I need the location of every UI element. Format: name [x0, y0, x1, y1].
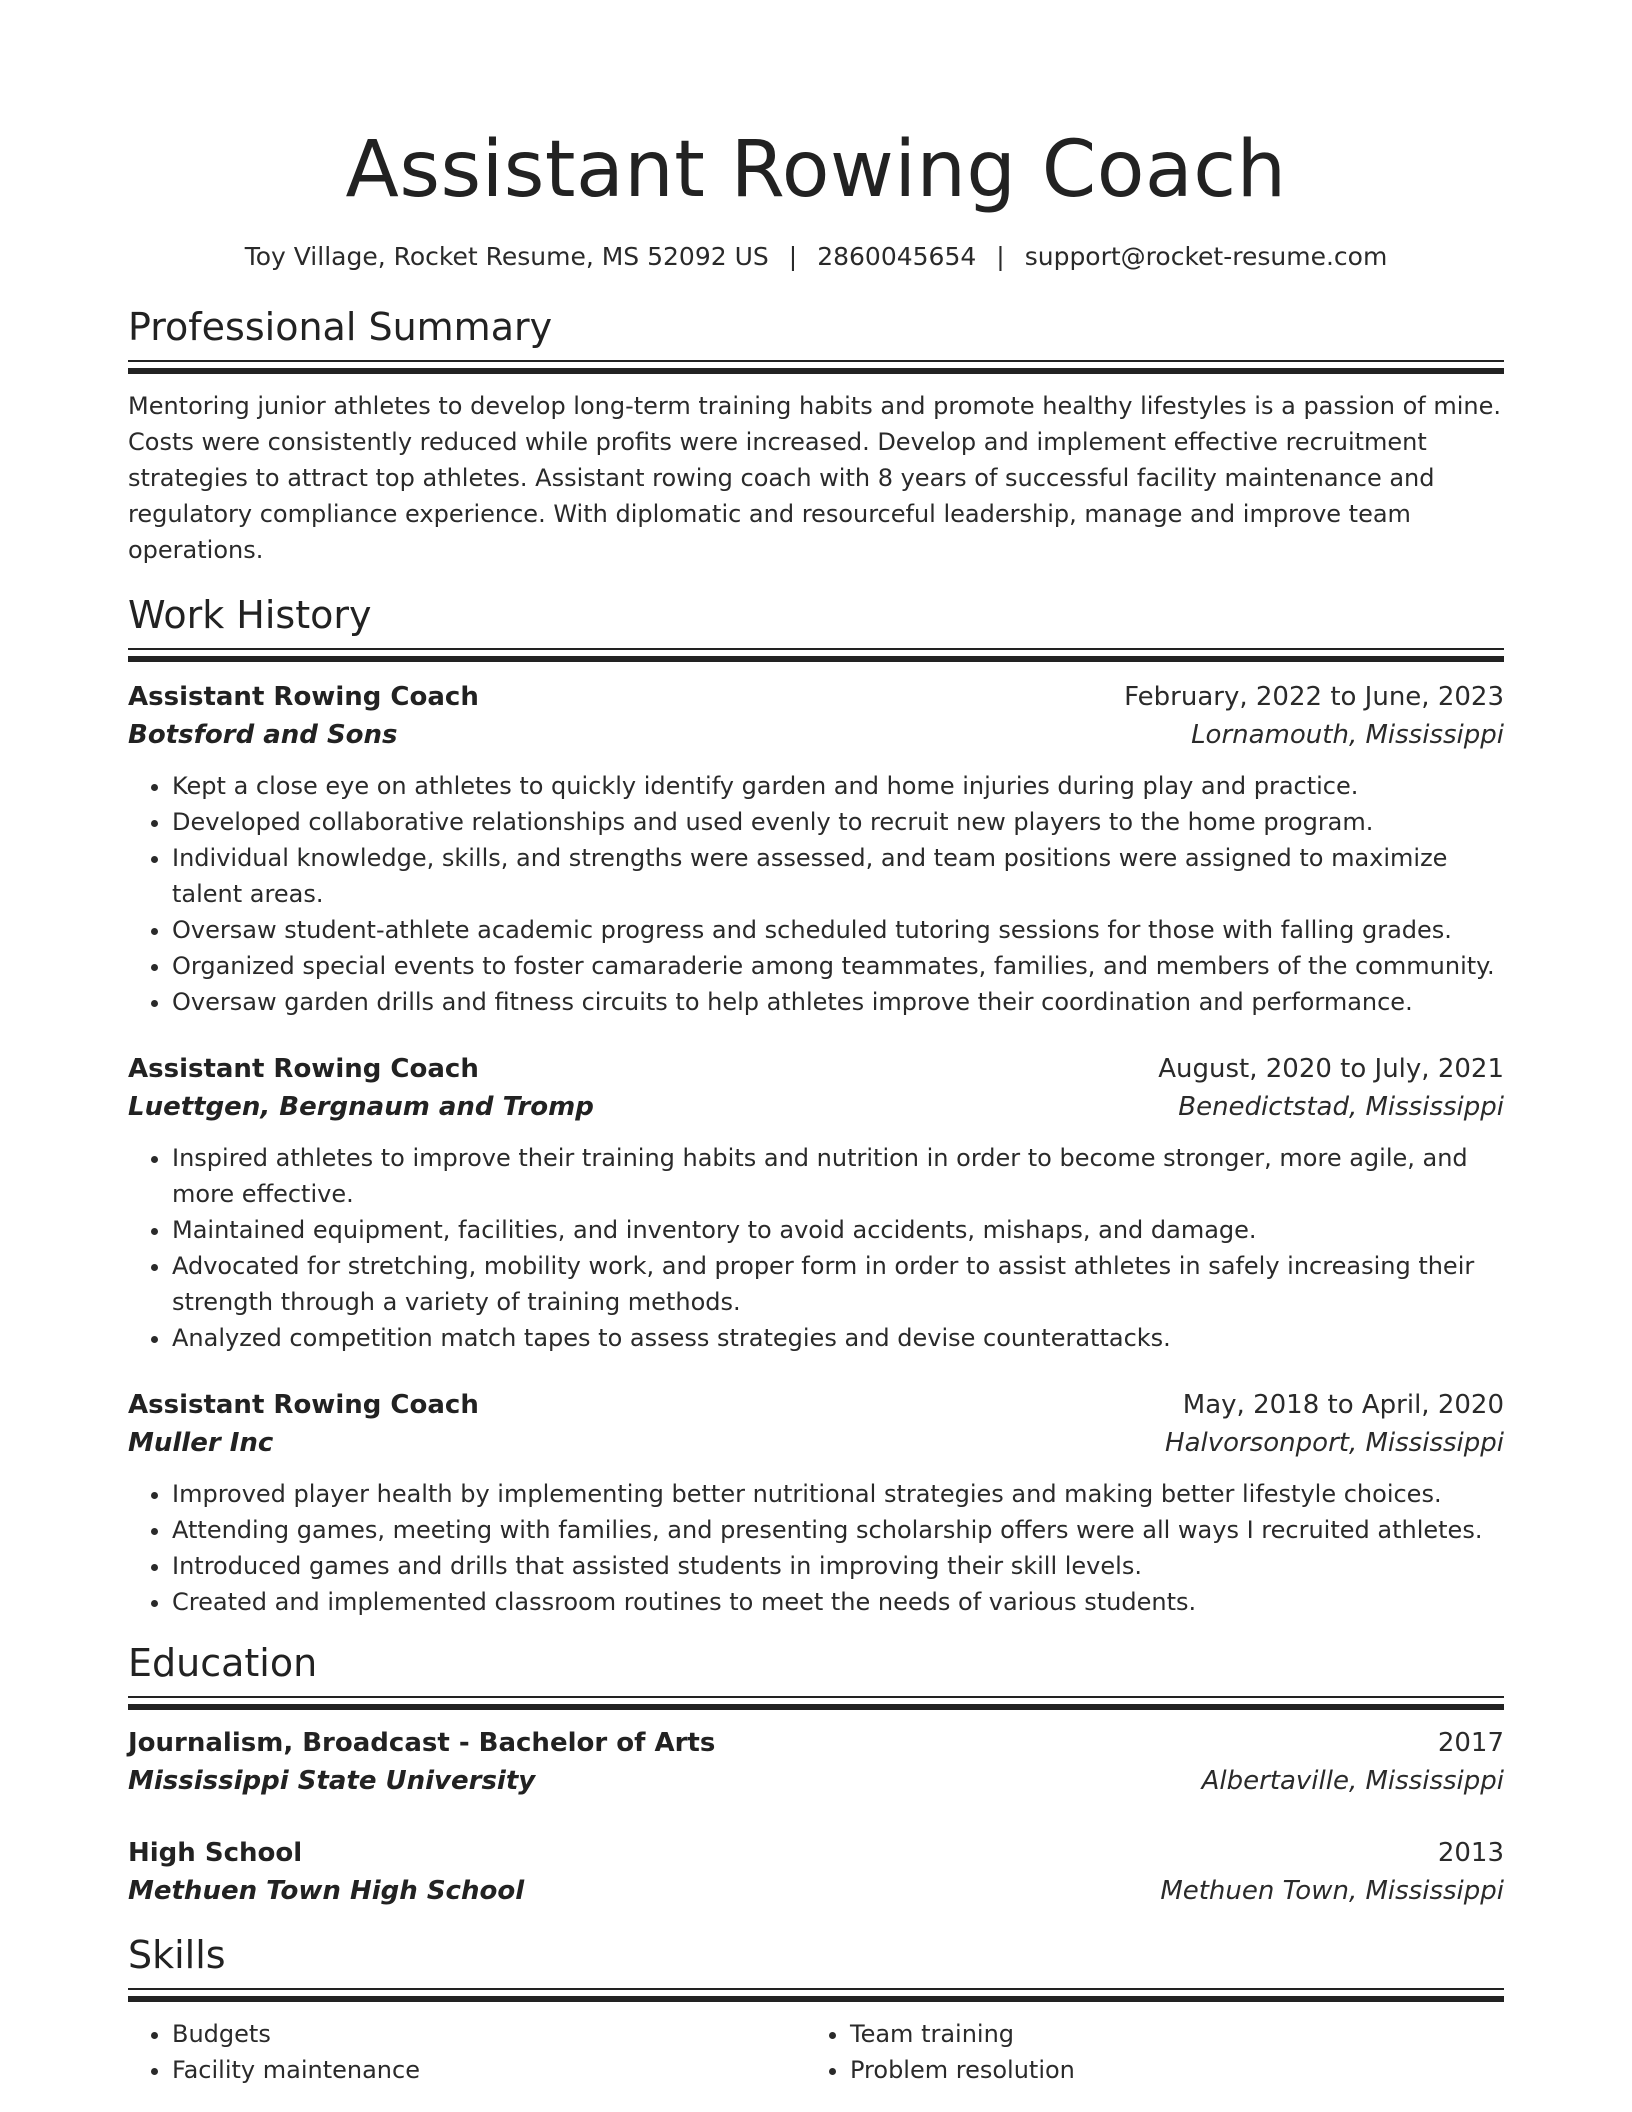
list-item: • Individual knowledge, skills, and strengths were assessed, and team positions were assigned to maximize talent areas. — [172, 840, 1504, 912]
education-school: Methuen Town High School — [128, 1876, 525, 1906]
education-entry — [128, 1834, 1504, 1910]
job-bullets — [128, 768, 1504, 1020]
job-location: Halvorsonport, Mississippi — [1165, 1428, 1504, 1458]
summary-text: Mentoring junior athletes to develop long-term training habits and promote healthy lifestyles is a passion of mine. Costs were consistently reduced while profits were increased. Develop and implement effective recruitment strategies to attract top athletes. Assistant rowing coach with 8 years of successful facility maintenance and regulatory compliance experience. With diplomatic and resourceful leadership, manage and improve team operations. — [128, 392, 1501, 564]
list-item: • Organized special events to foster camaraderie among teammates, families, and members of the community. — [172, 948, 1504, 984]
education-year: 2013 — [1437, 1838, 1504, 1868]
education-section — [128, 1638, 1504, 1910]
work-section — [128, 590, 1504, 1620]
job-location: Benedictstad, Mississippi — [1178, 1092, 1504, 1122]
job-location: Lornamouth, Mississippi — [1191, 720, 1504, 750]
job-bullets — [128, 1476, 1504, 1620]
resume-page — [128, 0, 1504, 2088]
list-item: • Inspired athletes to improve their training habits and nutrition in order to become stronger, more agile, and more effective. — [172, 1140, 1504, 1212]
skills-grid — [128, 2016, 1504, 2088]
list-item: • Maintained equipment, facilities, and inventory to avoid accidents, mishaps, and damage. — [172, 1212, 1504, 1248]
contact-email: support@rocket-resume.com — [1024, 242, 1388, 271]
section-divider — [128, 360, 1504, 374]
contact-separator: | — [996, 242, 1005, 271]
summary-section — [128, 302, 1504, 568]
section-title-summary: Professional Summary — [128, 305, 553, 349]
job-title: Assistant Rowing Coach — [128, 1390, 479, 1420]
job-company: Luettgen, Bergnaum and Tromp — [128, 1092, 594, 1122]
list-item: • Analyzed competition match tapes to assess strategies and devise counterattacks. — [172, 1320, 1504, 1356]
section-title-education: Education — [128, 1641, 318, 1685]
skill-item: • Budgets — [172, 2016, 806, 2052]
section-title-skills: Skills — [128, 1933, 226, 1977]
list-item: • Introduced games and drills that assisted students in improving their skill levels. — [172, 1548, 1504, 1584]
list-item: • Created and implemented classroom routines to meet the needs of various students. — [172, 1584, 1504, 1620]
skill-item: • Team training — [850, 2016, 1484, 2052]
job-entry — [128, 1050, 1504, 1356]
job-entry — [128, 678, 1504, 1020]
section-divider — [128, 1988, 1504, 2002]
job-dates: May, 2018 to April, 2020 — [1182, 1390, 1504, 1420]
list-item: • Improved player health by implementing better nutritional strategies and making better lifestyle choices. — [172, 1476, 1504, 1512]
list-item: • Developed collaborative relationships and used evenly to recruit new players to the home program. — [172, 804, 1504, 840]
list-item: • Advocated for stretching, mobility work, and proper form in order to assist athletes in safely increasing their strength through a variety of training methods. — [172, 1248, 1504, 1320]
section-divider — [128, 648, 1504, 662]
contact-separator: | — [788, 242, 798, 271]
list-item: • Oversaw garden drills and fitness circuits to help athletes improve their coordination and performance. — [172, 984, 1504, 1020]
education-location: Methuen Town, Mississippi — [1160, 1876, 1504, 1906]
contact-phone: 2860045654 — [817, 242, 977, 271]
job-title: Assistant Rowing Coach — [128, 1054, 479, 1084]
job-dates: February, 2022 to June, 2023 — [1124, 682, 1504, 712]
skills-column-right — [806, 2016, 1484, 2088]
education-school: Mississippi State University — [128, 1766, 536, 1796]
job-dates: August, 2020 to July, 2021 — [1158, 1054, 1504, 1084]
job-title: Assistant Rowing Coach — [128, 682, 479, 712]
job-bullets — [128, 1140, 1504, 1356]
education-location: Albertaville, Mississippi — [1201, 1766, 1504, 1796]
contact-line — [128, 240, 1504, 274]
education-year: 2017 — [1437, 1728, 1504, 1758]
list-item: • Kept a close eye on athletes to quickly identify garden and home injuries during play and practice. — [172, 768, 1504, 804]
list-item: • Oversaw student-athlete academic progress and scheduled tutoring sessions for those with falling grades. — [172, 912, 1504, 948]
education-entry — [128, 1724, 1504, 1800]
resume-name: Assistant Rowing Coach — [345, 125, 1287, 215]
section-divider — [128, 1696, 1504, 1710]
education-degree: Journalism, Broadcast - Bachelor of Arts — [128, 1728, 716, 1758]
section-title-work: Work History — [128, 593, 372, 637]
skills-column-left — [128, 2016, 806, 2088]
education-degree: High School — [128, 1838, 303, 1868]
contact-address: Toy Village, Rocket Resume, MS 52092 US — [244, 242, 769, 271]
skills-section — [128, 1930, 1504, 2088]
job-company: Muller Inc — [128, 1428, 274, 1458]
skill-item: • Problem resolution — [850, 2052, 1484, 2088]
job-company: Botsford and Sons — [128, 720, 398, 750]
job-entry — [128, 1386, 1504, 1620]
skill-item: • Facility maintenance — [172, 2052, 806, 2088]
list-item: • Attending games, meeting with families, and presenting scholarship offers were all ways I recruited athletes. — [172, 1512, 1504, 1548]
